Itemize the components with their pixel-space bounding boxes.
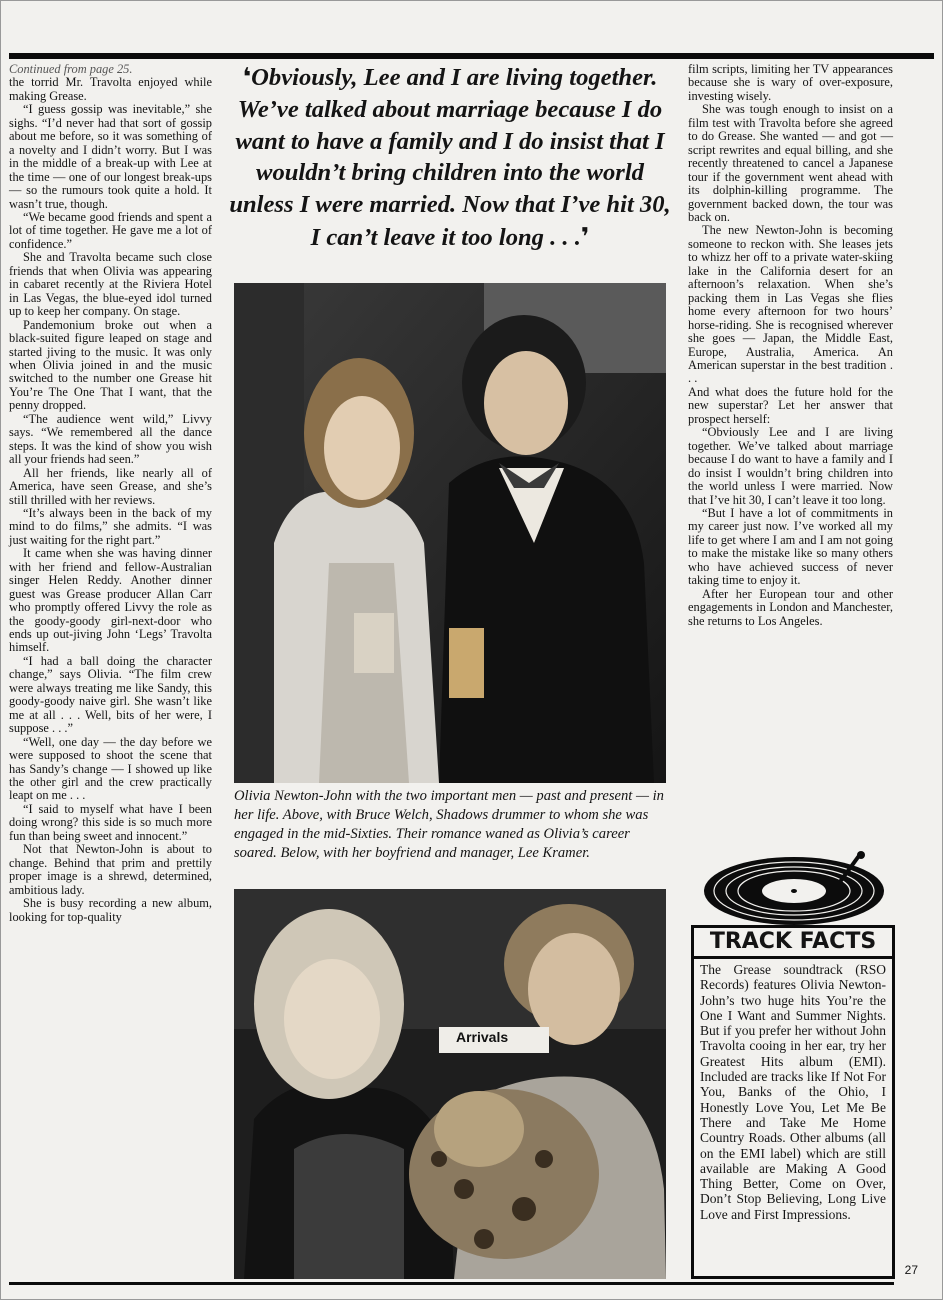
right-paragraph: She was tough enough to insist on a film test with Travolta before she agreed to do Grease. She wanted — and got — script rewrites and equal billing, and she recently threatened to cancel a Japanese tour if the government went ahead with its dolphin-killing programme. The government backed down, the tour was back on. [688, 102, 893, 224]
right-paragraph: “But I have a lot of commitments in my career just now. I’ve worked all my life to get where I am and I am not going to make the mistake like so many others who have achieved success of never taking time to enjoy it. [688, 505, 893, 588]
record-player-icon [701, 849, 887, 929]
left-paragraph: Pandemonium broke out when a black-suited figure leaped on stage and started jiving to the music. It was only when Olivia joined in and the music switched to the number one Grease hit You’re The One That I want, that the penny dropped. [9, 317, 212, 413]
top-rule [9, 53, 934, 59]
left-paragraph: “Well, one day — the day before we were supposed to shoot the scene that has Sandy’s change — I showed up like the other girl and the crew practically leapt on me . . . [9, 734, 212, 803]
pull-quote [227, 61, 673, 254]
track-facts-title: TRACK FACTS [691, 925, 895, 959]
photo-with-bruce-welch [234, 283, 666, 783]
open-quote-mark: ❛ [242, 62, 252, 91]
arrivals-sign: Arrivals [456, 1029, 509, 1045]
left-paragraph: “The audience went wild,” Livvy says. “We remembered all the dance steps. It was the kind of show you wish all your friends had seen.” [9, 411, 212, 467]
close-quote-mark: ❜ [580, 221, 590, 251]
left-paragraph: “I guess gossip was inevitable,” she sighs. “I’d never had that sort of gossip about me before, so it was something of a novelty and I didn’t worry. But I was in the middle of a break-up with Lee at the time — one of our longest break-ups — so the rumours took quite a hold. It wasn’t true, though. [9, 102, 212, 211]
track-facts-box [691, 849, 895, 1279]
left-paragraph: the torrid Mr. Travolta enjoyed while making Grease. [9, 75, 212, 103]
right-paragraph: film scripts, limiting her TV appearances because she is wary of over-exposure, investing wisely. [688, 62, 893, 103]
page-number: 27 [904, 1263, 918, 1277]
left-column [9, 63, 212, 924]
track-facts-body: The Grease soundtrack (RSO Records) features Olivia Newton-John’s two huge hits You’re the One I Want and Summer Nights. But if you prefer her without John Travolta cooing in her ear, try her Greatest Hits album (EMI). Included are tracks like If Not For You, Banks of the Ohio, I Honestly Love You, Let Me Be There and Take Me Home Country Roads. Other albums (all on the EMI label) which are still available are Making A Good Thing Better, Come on Over, Don’t Stop Believing, Long Live Love and First Impressions. [691, 959, 895, 1279]
left-paragraph: “I said to myself what have I been doing wrong? this side is so much more fun than being sweet and innocent.” [9, 801, 212, 843]
photo-illustration [234, 283, 666, 783]
left-paragraph: She and Travolta became such close friends that when Olivia was appearing in cabaret recently at the Riviera Hotel in Las Vegas, the blue-eyed idol turned up to keep her company. On stage. [9, 250, 212, 319]
left-paragraph: “It’s always been in the back of my mind to do films,” she admits. “I was just waiting for the right part.” [9, 505, 212, 547]
photo-with-lee-kramer [234, 889, 666, 1279]
left-paragraph: “We became good friends and spent a lot of time together. He gave me a lot of confidence.” [9, 209, 212, 251]
right-column [688, 63, 893, 628]
photo-illustration [234, 889, 666, 1279]
left-paragraph: It came when she was having dinner with her friend and fellow-Australian singer Helen Reddy. Another dinner guest was Grease producer Allan Carr who promptly offered Livvy the role as the goody-goody girl-next-door who ends up out-jiving John ‘Legs’ Travolta himself. [9, 546, 212, 655]
right-paragraph: The new Newton-John is becoming someone to reckon with. She leases jets to whizz her off to a private water-skiing lake in the California desert for an afternoon’s relaxation. When she’s packing them in Las Vegas she flies home every afternoon for two hours’ horse-riding. She is recognised wherever she goes — Japan, the Middle East, Europe, Australia, America. An American superstar in the best tradition . . . [688, 223, 893, 386]
left-paragraph: Not that Newton-John is about to change. Behind that prim and prettily proper image is a shrewd, determined, ambitious lady. [9, 842, 212, 897]
bottom-rule [9, 1282, 894, 1285]
left-paragraph: She is busy recording a new album, looking for top-quality [9, 896, 212, 924]
continued-from-note: Continued from page 25. [9, 62, 133, 76]
photo-caption: Olivia Newton-John with the two important men — past and present — in her life. Above, with Bruce Welch, Shadows drummer to whom she was engaged in the mid-Sixties. Their romance waned as Olivia’s career soared. Below, with her boyfriend and manager, Lee Kramer. [234, 788, 664, 861]
pull-quote-text: Obviously, Lee and I are living together. We’ve talked about marriage because I do want to have a family and I do insist that I wouldn’t bring children into the world unless I were married. Now that I’ve hit 30, I can’t leave it too long . . . [229, 64, 671, 251]
left-paragraph: “I had a ball doing the character change,” says Olivia. “The film crew were always treating me like Sandy, this goody-goody naive girl. She wasn’t like me at all . . . Well, bits of her were, I suppose . . .” [9, 653, 212, 736]
right-paragraph: And what does the future hold for the new superstar? Let her answer that prospect herself: [688, 384, 893, 426]
left-paragraph: All her friends, like nearly all of America, have seen Grease, and she’s still thrilled with her reviews. [9, 465, 212, 507]
right-paragraph: After her European tour and other engagements in London and Manchester, she returns to Los Angeles. [688, 586, 893, 628]
right-paragraph: “Obviously Lee and I are living together. We’ve talked about marriage because I do want to have a family and I do insist I wouldn’t bring children into the world unless I were married. Now that I’ve hit 30, I can’t leave it too long. [688, 425, 893, 507]
